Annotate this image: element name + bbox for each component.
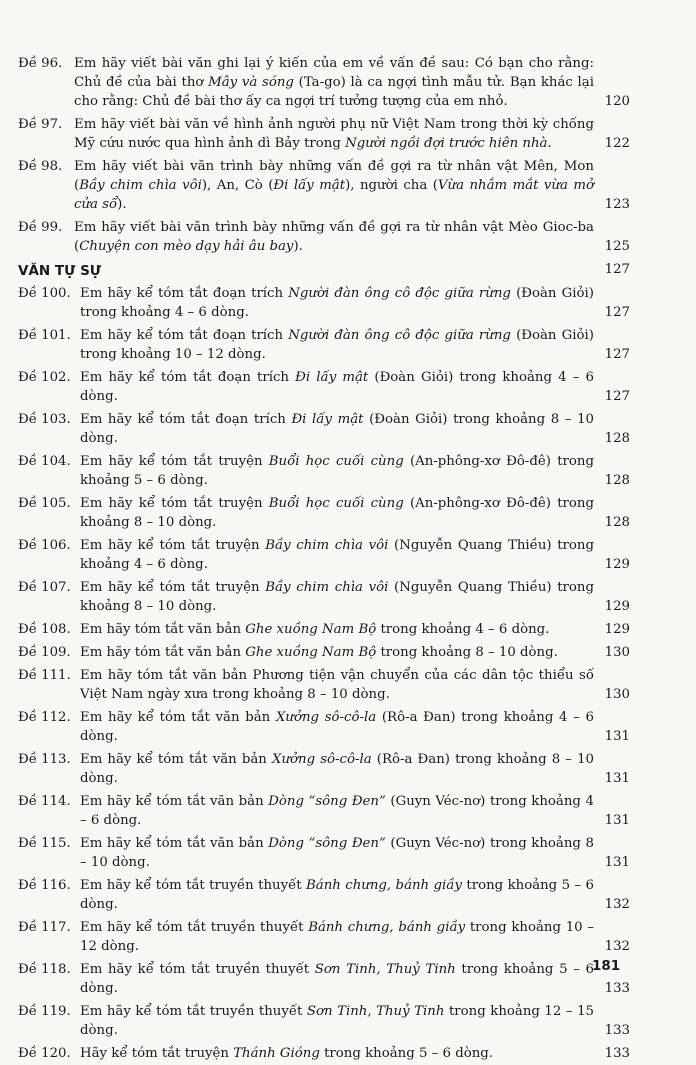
entry-title-italic: Đi lấy mật bbox=[273, 178, 346, 193]
entry-label: Đề 96. bbox=[18, 56, 63, 71]
entry-page-number: 129 bbox=[604, 622, 630, 637]
entry-text bbox=[80, 834, 630, 872]
entry-label: Đề 98. bbox=[18, 159, 63, 174]
toc-entry bbox=[18, 113, 630, 155]
entry-title-italic: Sơn Tinh, Thuỷ Tinh bbox=[306, 1004, 445, 1019]
entry-label: Đề 105. bbox=[18, 496, 71, 511]
toc-entry bbox=[18, 790, 630, 832]
entry-text-part: Em hãy kể tóm tắt truyền thuyết bbox=[80, 962, 315, 977]
entry-text-part: Em hãy viết bài văn về hình ảnh người phụ nữ Việt Nam trong thời kỳ chống Mỹ cứu nước qua hình ảnh dì Bảy trong bbox=[74, 117, 594, 151]
entry-title-italic: Mây và sóng bbox=[208, 75, 294, 90]
entry-text-part: ). bbox=[293, 239, 303, 254]
entry-text bbox=[80, 1044, 630, 1063]
entry-text-part: ), An, Cò ( bbox=[201, 178, 274, 193]
toc-entry bbox=[18, 324, 630, 366]
entry-text-part: trong khoảng 8 – 10 dòng. bbox=[376, 645, 558, 660]
entry-page-number: 130 bbox=[604, 687, 630, 702]
entry-title-italic: Đi lấy mật bbox=[291, 412, 364, 427]
entry-text-part: Em hãy kể tóm tắt truyền thuyết bbox=[80, 878, 307, 893]
entry-text bbox=[80, 536, 630, 574]
entry-text-part: (An-phông-xơ Đô-đê) trong khoảng 8 – 10 dòng. bbox=[80, 496, 594, 530]
entry-title-italic: Ghe xuồng Nam Bộ bbox=[245, 622, 377, 637]
entry-text bbox=[80, 326, 630, 364]
entry-text bbox=[80, 708, 630, 746]
entry-text-part: (Đoàn Giỏi) trong khoảng 10 – 12 dòng. bbox=[80, 328, 594, 362]
entry-label: Đề 102. bbox=[18, 370, 71, 385]
toc-entry bbox=[18, 641, 630, 664]
entry-page-number: 132 bbox=[604, 939, 630, 954]
entry-page-number: 131 bbox=[604, 813, 630, 828]
page-folio: 181 bbox=[592, 958, 621, 974]
entry-text-part: trong khoảng 5 – 6 dòng. bbox=[80, 878, 594, 912]
toc-entry bbox=[18, 282, 630, 324]
toc-entry bbox=[18, 155, 630, 216]
toc-entry bbox=[18, 916, 630, 958]
entry-page-number: 122 bbox=[604, 136, 630, 151]
entry-page-number: 131 bbox=[604, 729, 630, 744]
entry-text-part: Em hãy viết bài văn ghi lại ý kiến của em về vấn đề sau: Có bạn cho rằng: Chủ đề của bài thơ bbox=[74, 56, 594, 90]
entry-label: Đề 118. bbox=[18, 962, 71, 977]
entry-text-part: Em hãy kể tóm tắt truyện bbox=[80, 538, 266, 553]
entry-text-part: trong khoảng 12 – 15 dòng. bbox=[80, 1004, 594, 1038]
entry-label: Đề 109. bbox=[18, 645, 71, 660]
entry-title-italic: Người ngồi đợi trước hiên nhà. bbox=[345, 136, 552, 151]
entry-text-part: trong khoảng 5 – 6 dòng. bbox=[319, 1046, 494, 1061]
entry-text-part: Em hãy kể tóm tắt truyện bbox=[80, 496, 269, 511]
entry-label: Đề 97. bbox=[18, 117, 63, 132]
toc-entry bbox=[18, 408, 630, 450]
entry-label: Đề 117. bbox=[18, 920, 71, 935]
entry-title-italic: Xưởng sô-cô-la bbox=[275, 710, 377, 725]
entry-text-part: Em hãy kể tóm tắt đoạn trích bbox=[80, 412, 292, 427]
toc-entry bbox=[18, 958, 630, 1000]
entry-text-part: Em hãy kể tóm tắt truyện bbox=[80, 454, 269, 469]
entry-text-part: Em hãy kể tóm tắt văn bản bbox=[80, 752, 272, 767]
entry-text bbox=[74, 218, 630, 256]
entry-title-italic: Vừa nhắm mắt vừa mở cửa sổ bbox=[74, 178, 594, 212]
entry-label: Đề 112. bbox=[18, 710, 71, 725]
entry-title-italic: Xưởng sô-cô-la bbox=[271, 752, 372, 767]
entry-title-italic: Buổi học cuối cùng bbox=[268, 454, 404, 469]
entry-text bbox=[80, 792, 630, 830]
toc-entry bbox=[18, 1042, 630, 1065]
entry-text-part: (Nguyễn Quang Thiều) trong khoảng 8 – 10 dòng. bbox=[80, 580, 594, 614]
toc-entry bbox=[18, 664, 630, 706]
entry-text bbox=[80, 410, 630, 448]
entry-text-part: (Đoàn Giỏi) trong khoảng 8 – 10 dòng. bbox=[80, 412, 595, 446]
entry-text bbox=[80, 620, 630, 639]
entry-title-italic: Buổi học cuối cùng bbox=[268, 496, 404, 511]
entry-text-part: (Rô-a Đan) trong khoảng 8 – 10 dòng. bbox=[80, 752, 594, 786]
entry-text bbox=[80, 452, 630, 490]
entry-label: Đề 119. bbox=[18, 1004, 71, 1019]
entry-text bbox=[74, 157, 630, 214]
entry-text-part: ), người cha ( bbox=[345, 178, 438, 193]
entry-label: Đề 101. bbox=[18, 328, 71, 343]
toc-list-a bbox=[18, 52, 630, 258]
entry-text-part: Em hãy tóm tắt văn bản bbox=[80, 622, 246, 637]
entry-text bbox=[80, 643, 630, 662]
entry-text bbox=[80, 578, 630, 616]
entry-page-number: 131 bbox=[604, 855, 630, 870]
toc-entry bbox=[18, 576, 630, 618]
entry-page-number: 129 bbox=[604, 599, 630, 614]
entry-label: Đề 116. bbox=[18, 878, 71, 893]
entry-title-italic: Người đàn ông cô độc giữa rừng bbox=[288, 286, 511, 301]
entry-text-part: (An-phông-xơ Đô-đê) trong khoảng 5 – 6 dòng. bbox=[80, 454, 594, 488]
entry-page-number: 133 bbox=[604, 981, 630, 996]
toc-entry bbox=[18, 1000, 630, 1042]
entry-label: Đề 113. bbox=[18, 752, 71, 767]
entry-title-italic: Thánh Gióng bbox=[233, 1046, 320, 1061]
entry-text bbox=[80, 494, 630, 532]
entry-text-part: ). bbox=[117, 197, 127, 212]
toc-entry bbox=[18, 450, 630, 492]
entry-page-number: 127 bbox=[604, 305, 630, 320]
entry-page-number: 120 bbox=[604, 94, 630, 109]
entry-page-number: 130 bbox=[604, 645, 630, 660]
toc-entry bbox=[18, 534, 630, 576]
entry-page-number: 133 bbox=[604, 1046, 630, 1061]
entry-label: Đề 107. bbox=[18, 580, 71, 595]
entry-title-italic: Bánh chưng, bánh giầy bbox=[306, 878, 462, 893]
toc-entry bbox=[18, 748, 630, 790]
table-of-contents bbox=[18, 52, 630, 1065]
entry-label: Đề 99. bbox=[18, 220, 63, 235]
entry-page-number: 128 bbox=[604, 431, 630, 446]
entry-text-part: trong khoảng 5 – 6 dòng. bbox=[80, 962, 594, 996]
entry-page-number: 127 bbox=[604, 347, 630, 362]
entry-label: Đề 103. bbox=[18, 412, 71, 427]
entry-text-part: trong khoảng 10 – 12 dòng. bbox=[80, 920, 594, 954]
entry-label: Đề 120. bbox=[18, 1046, 71, 1061]
entry-text bbox=[80, 368, 630, 406]
toc-entry bbox=[18, 706, 630, 748]
entry-title-italic: Ghe xuồng Nam Bộ bbox=[245, 645, 377, 660]
entry-text-part: Em hãy kể tóm tắt truyền thuyết bbox=[80, 1004, 307, 1019]
entry-title-italic: Đi lấy mật bbox=[295, 370, 369, 385]
entry-text-part: (Guyn Véc-nơ) trong khoảng 4 – 6 dòng. bbox=[80, 794, 594, 828]
toc-entry bbox=[18, 216, 630, 258]
section-title: VĂN TỰ SỰ bbox=[18, 263, 102, 279]
entry-text-part: trong khoảng 4 – 6 dòng. bbox=[376, 622, 550, 637]
entry-text-part: Em hãy kể tóm tắt đoạn trích bbox=[80, 286, 289, 301]
entry-text-part: Em hãy kể tóm tắt truyền thuyết bbox=[80, 920, 309, 935]
entry-text-part: (Đoàn Giỏi) trong khoảng 4 – 6 dòng. bbox=[80, 286, 594, 320]
entry-title-italic: Bầy chim chìa vôi bbox=[265, 580, 389, 595]
entry-text-part: Em hãy kể tóm tắt đoạn trích bbox=[80, 370, 296, 385]
entry-text bbox=[74, 115, 630, 153]
entry-title-italic: Chuyện con mèo dạy hải âu bay bbox=[79, 239, 294, 254]
entry-text bbox=[80, 918, 630, 956]
entry-text bbox=[74, 54, 630, 111]
entry-label: Đề 115. bbox=[18, 836, 71, 851]
entry-page-number: 129 bbox=[604, 557, 630, 572]
entry-title-italic: Bánh chưng, bánh giầy bbox=[308, 920, 466, 935]
toc-list-b bbox=[18, 282, 630, 1065]
toc-entry bbox=[18, 366, 630, 408]
entry-page-number: 127 bbox=[604, 389, 630, 404]
entry-title-italic: Người đàn ông cô độc giữa rừng bbox=[288, 328, 511, 343]
entry-page-number: 125 bbox=[604, 239, 630, 254]
entry-text bbox=[80, 960, 630, 998]
toc-entry bbox=[18, 492, 630, 534]
entry-label: Đề 104. bbox=[18, 454, 71, 469]
entry-text-part: Em hãy viết bài văn trình bày những vấn đề gợi ra từ nhân vật Mèo Gioc-ba ( bbox=[74, 220, 594, 254]
entry-text bbox=[80, 750, 630, 788]
entry-text-part: Em hãy kể tóm tắt đoạn trích bbox=[80, 328, 289, 343]
entry-label: Đề 106. bbox=[18, 538, 71, 553]
entry-text-part: Em hãy kể tóm tắt truyện bbox=[80, 580, 266, 595]
section-heading bbox=[18, 258, 630, 282]
entry-text-part: Em hãy kể tóm tắt văn bản bbox=[80, 794, 269, 809]
entry-page-number: 128 bbox=[604, 473, 630, 488]
toc-entry bbox=[18, 874, 630, 916]
entry-text-part: (Đoàn Giỏi) trong khoảng 4 – 6 dòng. bbox=[80, 370, 594, 404]
entry-text bbox=[80, 876, 630, 914]
toc-entry bbox=[18, 618, 630, 641]
entry-text-part: Em hãy tóm tắt văn bản bbox=[80, 645, 246, 660]
entry-text-part: (Guyn Véc-nơ) trong khoảng 8 – 10 dòng. bbox=[80, 836, 594, 870]
entry-page-number: 123 bbox=[604, 197, 630, 212]
entry-text-part: Em hãy kể tóm tắt văn bản bbox=[80, 836, 269, 851]
toc-entry bbox=[18, 832, 630, 874]
entry-page-number: 131 bbox=[604, 771, 630, 786]
entry-text-part: Em hãy kể tóm tắt văn bản bbox=[80, 710, 276, 725]
entry-page-number: 132 bbox=[604, 897, 630, 912]
entry-label: Đề 108. bbox=[18, 622, 71, 637]
entry-text bbox=[80, 1002, 630, 1040]
entry-page-number: 128 bbox=[604, 515, 630, 530]
entry-text-part: (Rô-a Đan) trong khoảng 4 – 6 dòng. bbox=[80, 710, 594, 744]
entry-label: Đề 111. bbox=[18, 668, 71, 683]
entry-title-italic: Bầy chim chìa vôi bbox=[79, 178, 202, 193]
entry-text-part: (Ta-go) là ca ngợi tình mẫu tử. Bạn khác lại cho rằng: Chủ đề bài thơ ấy ca ngợi trí tưởng tượng của em nhỏ. bbox=[74, 75, 594, 109]
entry-title-italic: Bầy chim chìa vôi bbox=[265, 538, 389, 553]
entry-title-italic: Sơn Tinh, Thuỷ Tinh bbox=[314, 962, 456, 977]
entry-text bbox=[80, 666, 630, 704]
entry-label: Đề 114. bbox=[18, 794, 71, 809]
entry-text bbox=[80, 284, 630, 322]
toc-entry bbox=[18, 52, 630, 113]
entry-text-part: Em hãy tóm tắt văn bản Phương tiện vận chuyển của các dân tộc thiểu số Việt Nam ngày xưa trong khoảng 8 – 10 dòng. bbox=[80, 668, 594, 702]
section-page-number: 127 bbox=[604, 262, 630, 277]
entry-text-part: Em hãy viết bài văn trình bày những vấn đề gợi ra từ nhân vật Mên, Mon ( bbox=[74, 159, 594, 193]
entry-text-part: Hãy kể tóm tắt truyện bbox=[80, 1046, 234, 1061]
entry-text-part: (Nguyễn Quang Thiều) trong khoảng 4 – 6 dòng. bbox=[80, 538, 594, 572]
entry-label: Đề 100. bbox=[18, 286, 71, 301]
entry-title-italic: Dòng “sông Đen” bbox=[268, 836, 386, 851]
entry-title-italic: Dòng “sông Đen” bbox=[268, 794, 386, 809]
entry-page-number: 133 bbox=[604, 1023, 630, 1038]
